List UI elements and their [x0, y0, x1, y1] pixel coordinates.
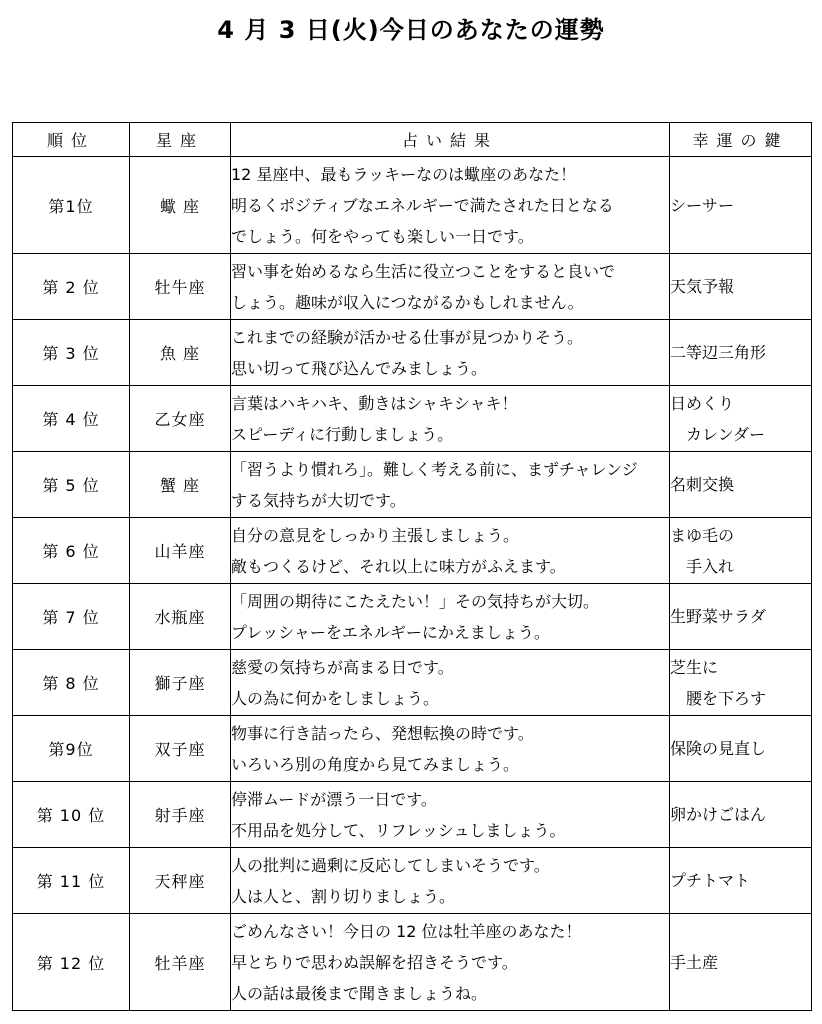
lucky-key-line: 保険の見直し: [670, 739, 767, 758]
rank-cell: 第 2 位: [13, 254, 130, 320]
table-row: [13, 914, 812, 1011]
rank-cell: 第 4 位: [13, 386, 130, 452]
fortune-result-line: 思い切って飛び込んでみましょう。: [231, 358, 488, 378]
zodiac-sign-cell: 牡牛座: [130, 254, 231, 320]
fortune-result-line: 慈愛の気持ちが高まる日です。: [231, 657, 454, 677]
table-row: [13, 584, 812, 650]
fortune-result-line: ごめんなさい！今日の 12 位は牡羊座のあなた！: [231, 921, 582, 941]
lucky-key-cell: [670, 584, 812, 650]
fortune-result-cell: [231, 452, 670, 518]
fortune-result-cell: [231, 518, 670, 584]
fortune-result-line: 不用品を処分して、リフレッシュしましょう。: [231, 820, 566, 840]
header-sign: 星座: [130, 123, 231, 157]
fortune-result-line: 人の為に何かをしましょう。: [231, 688, 440, 708]
lucky-key-cell: [670, 320, 812, 386]
lucky-key-cell: [670, 254, 812, 320]
fortune-result-cell: [231, 914, 670, 1011]
fortune-result-line: 停滞ムードが漂う一日です。: [231, 789, 437, 809]
fortune-result-line: これまでの経験が活かせる仕事が見つかりそう。: [231, 327, 584, 347]
zodiac-sign-cell: 山羊座: [130, 518, 231, 584]
fortune-result-line: 人は人と、割り切りましょう。: [231, 886, 456, 906]
fortune-result-cell: [231, 157, 670, 254]
lucky-key-line: 手入れ: [686, 556, 735, 576]
table-row: [13, 716, 812, 782]
table-row: [13, 848, 812, 914]
rank-cell: 第 12 位: [13, 914, 130, 1011]
rank-cell: 第9位: [13, 716, 130, 782]
header-rank: 順位: [13, 123, 130, 157]
fortune-result-cell: [231, 650, 670, 716]
lucky-key-line: 日めくり: [670, 393, 735, 413]
zodiac-sign-cell: 蠍 座: [130, 157, 231, 254]
zodiac-sign-cell: 双子座: [130, 716, 231, 782]
table-row: [13, 386, 812, 452]
fortune-result-line: 明るくポジティブなエネルギーで満たされた日となる: [231, 195, 614, 215]
rank-cell: 第 11 位: [13, 848, 130, 914]
lucky-key-line: 手土産: [670, 952, 719, 972]
lucky-key-line: 腰を下ろす: [686, 688, 767, 708]
table-row: [13, 650, 812, 716]
fortune-result-line: しょう。趣味が収入につながるかもしれません。: [231, 292, 584, 312]
fortune-result-cell: [231, 716, 670, 782]
fortune-result-cell: [231, 848, 670, 914]
table-row: [13, 254, 812, 320]
fortune-result-line: 人の批判に過剰に反応してしまいそうです。: [231, 855, 550, 875]
fortune-result-line: 習い事を始めるなら生活に役立つことをすると良いで: [231, 261, 616, 281]
lucky-key-line: 生野菜サラダ: [670, 607, 766, 626]
fortune-result-line: 自分の意見をしっかり主張しましょう。: [231, 525, 520, 545]
lucky-key-line: 天気予報: [670, 277, 735, 296]
lucky-key-line: シーサー: [670, 195, 735, 215]
lucky-key-cell: [670, 914, 812, 1011]
lucky-key-line: 芝生に: [670, 657, 719, 677]
lucky-key-cell: [670, 386, 812, 452]
zodiac-sign-cell: 乙女座: [130, 386, 231, 452]
zodiac-sign-cell: 水瓶座: [130, 584, 231, 650]
lucky-key-line: プチトマト: [670, 871, 751, 890]
fortune-result-cell: [231, 254, 670, 320]
rank-cell: 第 7 位: [13, 584, 130, 650]
table-row: [13, 518, 812, 584]
lucky-key-line: カレンダー: [686, 424, 765, 444]
rank-cell: 第 10 位: [13, 782, 130, 848]
page-title: 4 月 3 日(火)今日のあなたの運勢: [217, 16, 605, 44]
lucky-key-cell: [670, 848, 812, 914]
lucky-key-line: 卵かけごはん: [670, 805, 767, 824]
rank-cell: 第 8 位: [13, 650, 130, 716]
zodiac-sign-cell: 蟹 座: [130, 452, 231, 518]
lucky-key-cell: [670, 452, 812, 518]
fortune-result-cell: [231, 782, 670, 848]
fortune-result-line: スピーディに行動しましょう。: [231, 424, 454, 444]
fortune-result-cell: [231, 584, 670, 650]
rank-cell: 第1位: [13, 157, 130, 254]
fortune-result-line: 人の話は最後まで聞きましょうね。: [231, 983, 488, 1003]
fortune-result-line: 「周囲の期待にこたえたい！」その気持ちが大切。: [231, 591, 600, 611]
fortune-result-line: プレッシャーをエネルギーにかえましょう。: [231, 622, 550, 642]
rank-cell: 第 6 位: [13, 518, 130, 584]
lucky-key-cell: [670, 650, 812, 716]
lucky-key-line: 二等辺三角形: [670, 343, 767, 362]
header-result: 占い結果: [231, 123, 670, 157]
lucky-key-cell: [670, 782, 812, 848]
fortune-result-line: 早とちりで思わぬ誤解を招きそうです。: [231, 952, 518, 972]
fortune-result-line: 敵もつくるけど、それ以上に味方がふえます。: [231, 556, 566, 576]
fortune-result-line: 言葉はハキハキ、動きはシャキシャキ！: [231, 393, 518, 413]
table-row: [13, 157, 812, 254]
fortune-result-line: いろいろ別の角度から見てみましょう。: [231, 754, 520, 774]
fortune-result-line: でしょう。何をやっても楽しい一日です。: [231, 226, 534, 246]
zodiac-sign-cell: 牡羊座: [130, 914, 231, 1011]
header-key: 幸運の鍵: [670, 123, 812, 157]
lucky-key-line: 名刺交換: [670, 475, 735, 494]
fortune-result-cell: [231, 320, 670, 386]
fortune-result-line: 12 星座中、最もラッキーなのは蠍座のあなた！: [231, 164, 577, 184]
lucky-key-line: まゆ毛の: [670, 525, 735, 545]
zodiac-sign-cell: 魚 座: [130, 320, 231, 386]
table-row: [13, 452, 812, 518]
rank-cell: 第 5 位: [13, 452, 130, 518]
fortune-result-line: する気持ちが大切です。: [231, 490, 406, 510]
table-row: [13, 782, 812, 848]
zodiac-sign-cell: 天秤座: [130, 848, 231, 914]
rank-cell: 第 3 位: [13, 320, 130, 386]
lucky-key-cell: [670, 157, 812, 254]
fortune-table: [12, 122, 812, 1011]
lucky-key-cell: [670, 716, 812, 782]
fortune-result-line: 「習うより慣れろ」。難しく考える前に、まずチャレンジ: [231, 459, 638, 479]
fortune-result-cell: [231, 386, 670, 452]
fortune-result-line: 物事に行き詰ったら、発想転換の時です。: [231, 723, 534, 743]
table-header-row: [13, 123, 812, 157]
table-row: [13, 320, 812, 386]
zodiac-sign-cell: 射手座: [130, 782, 231, 848]
zodiac-sign-cell: 獅子座: [130, 650, 231, 716]
lucky-key-cell: [670, 518, 812, 584]
